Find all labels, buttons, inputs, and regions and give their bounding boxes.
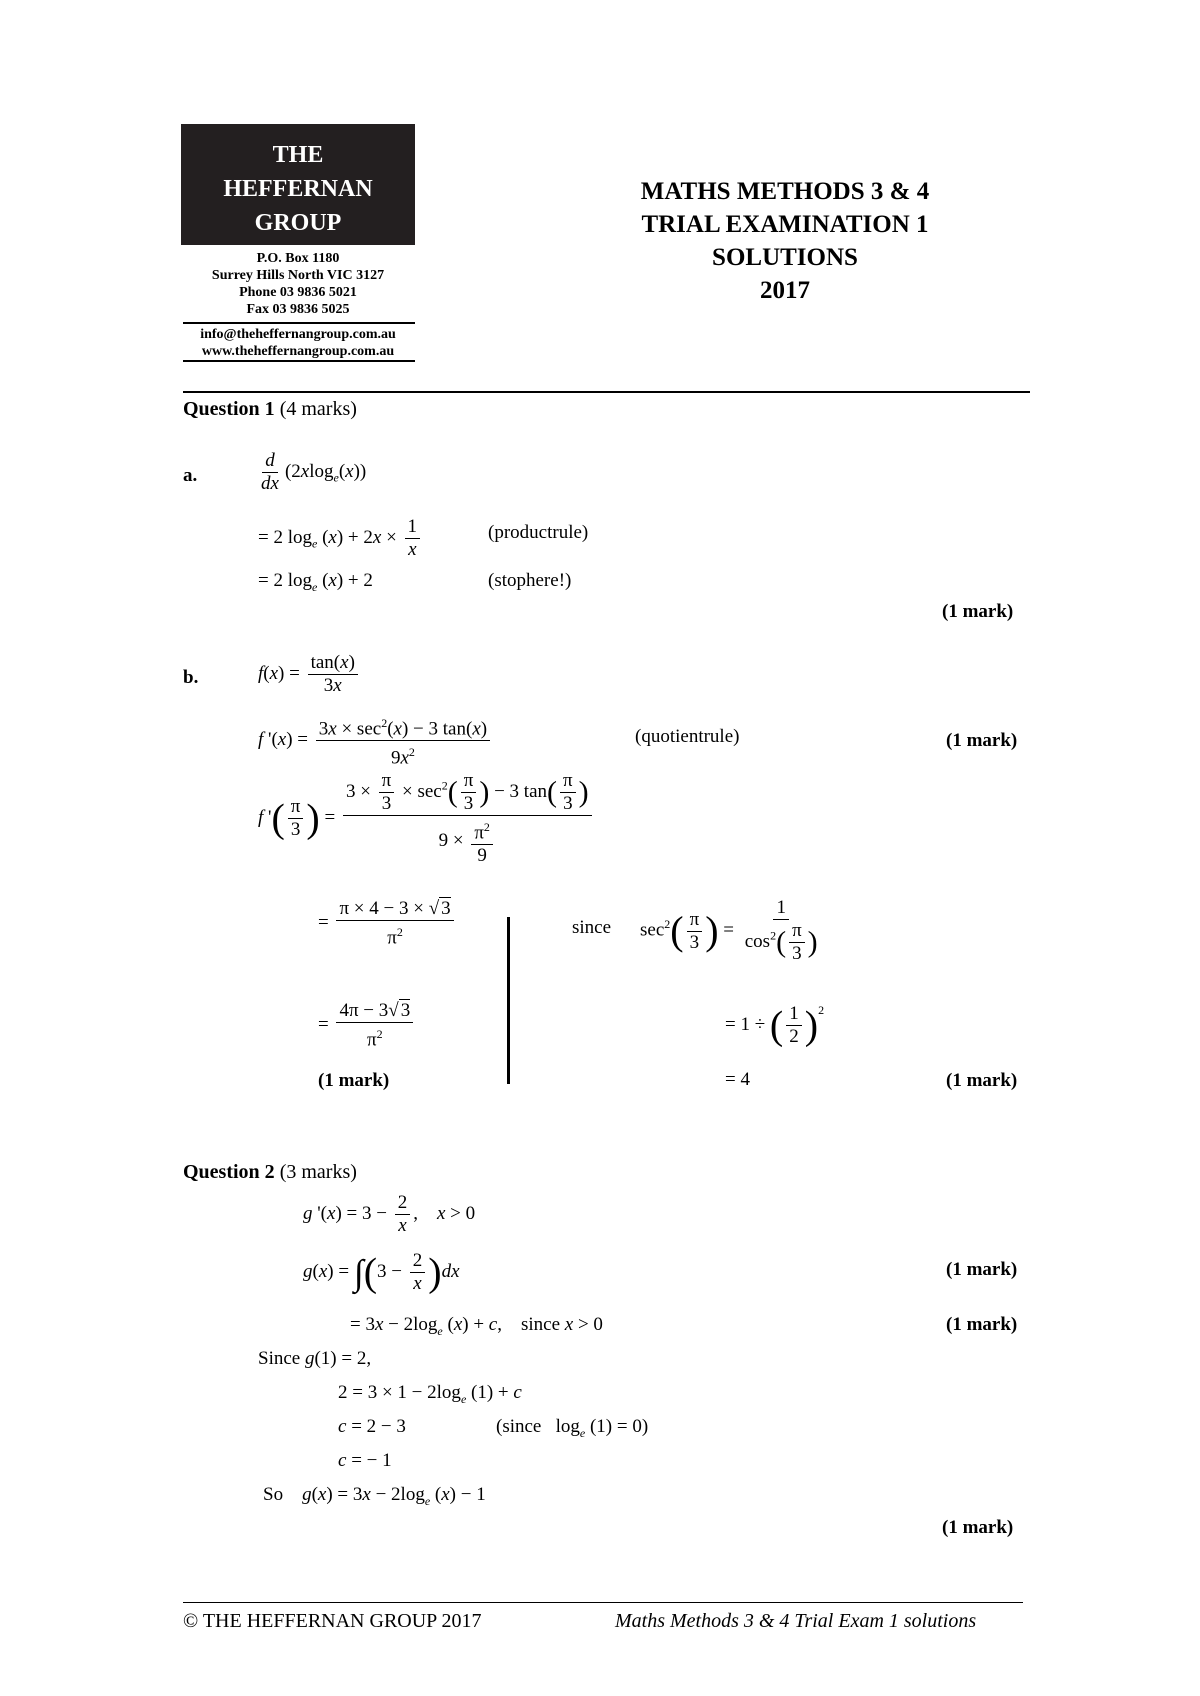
- q2-substitute: $2 = 3 \times 1 - 2\log_e$ (1) + c: [338, 1382, 522, 1406]
- side-working-2: = 1 ÷ ( $\frac{1}{2}$ )$^2$: [725, 1002, 825, 1048]
- part-b-derivative: f '(x) = $\frac{3x \times \sec^2(x) - 3 \tan(x)}{9x^2}$: [258, 712, 493, 770]
- part-b-label: b.: [183, 667, 199, 688]
- q2-final: So $g(x) = 3x - 2\log_e$ (x) − 1: [263, 1484, 486, 1508]
- publisher-logo: [181, 124, 415, 245]
- website-link[interactable]: www.theheffernangroup.com.au: [201, 344, 395, 359]
- mark-q2-2: (1 mark): [946, 1314, 1018, 1335]
- mark-b-3: (1 mark): [946, 1070, 1018, 1091]
- note-stop-here: (stophere!): [488, 570, 572, 591]
- part-a-label: a.: [183, 465, 198, 486]
- part-b-substitution: f '( $\frac{\pi}{3}$ ) = 3 × $\frac{\pi}{3}$ × $\sec^2$( $\frac{\pi}{3}$ ) − 3 tan( $\frac{\pi}{3}$ ) 9 × $\frac{\pi^2}{9}$: [258, 770, 595, 867]
- question-1-title: Question 1: [183, 398, 275, 420]
- footer-rule: [183, 1602, 1023, 1603]
- mark-b-1: (1 mark): [946, 730, 1018, 751]
- title-line-1: MATHS METHODS 3 & 4: [640, 178, 930, 205]
- question-2-marks: (3 marks): [279, 1161, 357, 1183]
- since-word: Since: [258, 1348, 301, 1369]
- since-log-word: (since: [496, 1416, 542, 1437]
- header-rule: [183, 391, 1030, 393]
- footer-copyright: © THE HEFFERNAN GROUP 2017: [183, 1610, 482, 1632]
- document-title: [560, 175, 1010, 307]
- question-2-heading: [183, 1161, 357, 1184]
- question-1-marks: (4 marks): [279, 398, 357, 420]
- q2-antiderivative: = $3x - 2\log_e$ (x) + c, since x > 0: [350, 1314, 603, 1338]
- q2-condition: Since g(1) = 2,: [258, 1348, 372, 1369]
- side-working-3: = 4: [725, 1069, 750, 1090]
- mark-q2-3: (1 mark): [942, 1517, 1014, 1538]
- address-line-4: Fax 03 9836 5025: [246, 302, 350, 317]
- side-working-1: $\sec^2$( $\frac{\pi}{3}$ ) = 1 $\cos^2$( $\frac{\pi}{3}$ ): [640, 897, 818, 964]
- title-line-4: 2017: [760, 277, 810, 304]
- q2-c-value: c = − 1: [338, 1450, 392, 1471]
- since-label: since: [572, 917, 612, 938]
- address-divider: [183, 322, 415, 324]
- q2-note-log: (since $\log_e (1) = 0$): [496, 1416, 649, 1440]
- logo-line-1: THE: [272, 142, 324, 168]
- mark-b-2: (1 mark): [318, 1070, 390, 1091]
- title-line-2: TRIAL EXAMINATION 1: [641, 211, 929, 238]
- part-a-step-3: = 2 $\log_e (x) + 2$: [258, 570, 373, 594]
- logo-line-3: GROUP: [254, 210, 342, 236]
- question-2-title: Question 2: [183, 1161, 275, 1183]
- logo-line-2: HEFFERNAN: [223, 176, 373, 202]
- publisher-contact: [181, 326, 415, 360]
- address-line-2: Surrey Hills North VIC 3127: [211, 268, 385, 283]
- q2-given-derivative: g '(x) = 3 − $\frac{2}{x}$ , x > 0: [303, 1192, 476, 1236]
- q2-integral: g(x) = ∫(3 − $\frac{2}{x}$ )dx: [303, 1249, 460, 1295]
- address-line-1: P.O. Box 1180: [256, 251, 340, 266]
- part-a-step-2: = 2 $\log_e (x) + 2x$ × $\frac{1}{x}$: [258, 516, 423, 561]
- email-link[interactable]: info@theheffernangroup.com.au: [200, 327, 396, 342]
- footer-doc-name: Maths Methods 3 & 4 Trial Exam 1 solutions: [615, 1610, 977, 1632]
- part-b-simplify-1: = $\frac{\pi \times 4 - 3 \times √ 3}{\pi^2}$: [318, 898, 457, 949]
- part-b-simplify-2: = $\frac{4\pi - 3√ 3}{\pi^2}$: [318, 1000, 416, 1051]
- working-divider: [507, 917, 510, 1084]
- part-a-step-1: $\frac{d}{dx}$ (2xlog$_e$(x)): [261, 450, 367, 494]
- so-word: So: [263, 1484, 284, 1505]
- part-b-function: f(x) = $\frac{\tan(x)}{3x}$: [258, 652, 361, 697]
- question-1-heading: [183, 398, 357, 421]
- note-product-rule: (productrule): [488, 522, 589, 543]
- title-line-3: SOLUTIONS: [712, 244, 858, 271]
- contact-divider: [183, 360, 415, 362]
- q2-solve-c: c = 2 − 3: [338, 1416, 406, 1437]
- publisher-address: [181, 250, 415, 318]
- mark-a: (1 mark): [942, 601, 1014, 622]
- mark-q2-1: (1 mark): [946, 1259, 1018, 1280]
- address-line-3: Phone 03 9836 5021: [239, 285, 357, 300]
- note-quotient-rule: (quotientrule): [635, 726, 740, 747]
